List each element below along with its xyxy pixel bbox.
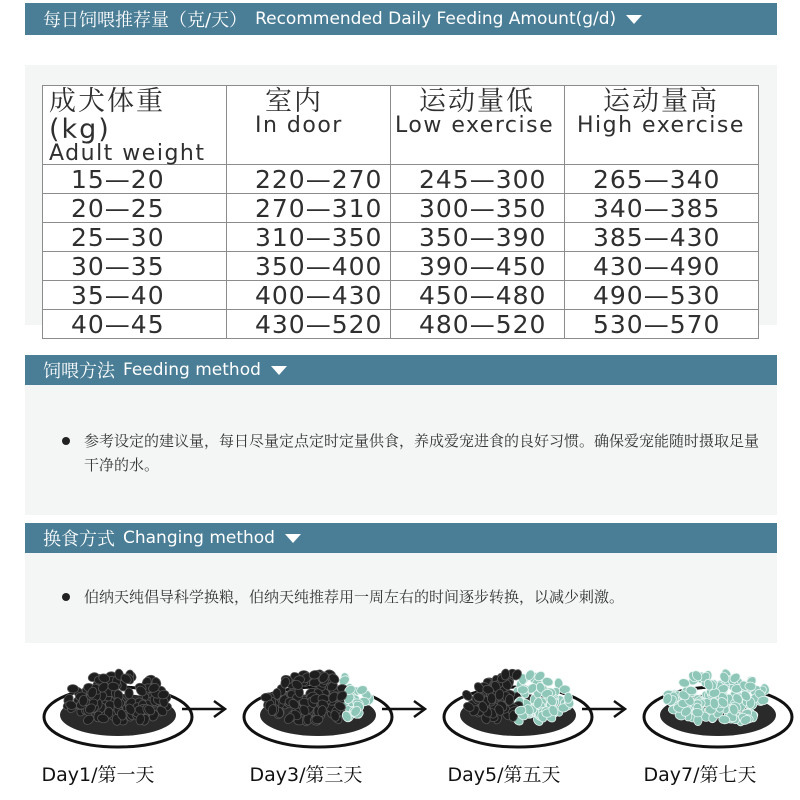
cell-low: 480—520 (391, 310, 565, 339)
stage-label-day3: Day3/第三天 (249, 764, 363, 786)
cell-indoor: 350—400 (227, 252, 391, 281)
food-bowl-day7 (638, 655, 798, 755)
cell-low: 350—390 (391, 223, 565, 252)
cell-indoor: 270—310 (227, 194, 391, 223)
changing-method-text: 伯纳天纯倡导科学换粮，伯纳天纯推荐用一周左右的时间逐步转换，以减少刺激。 (62, 585, 762, 609)
header-adult-weight: 成犬体重(kg) Adult weight (43, 86, 227, 165)
cell-weight: 35—40 (43, 281, 227, 310)
section-title-cn: 饲喂方法 (43, 361, 115, 382)
food-bowl-day5 (438, 655, 598, 755)
header-low-exercise: 运动量低 Low exercise (391, 86, 565, 165)
food-bowl-icon (438, 655, 598, 755)
cell-indoor: 220—270 (227, 165, 391, 194)
cell-indoor: 310—350 (227, 223, 391, 252)
cell-weight: 25—30 (43, 223, 227, 252)
section-title-en: Changing method (123, 528, 275, 548)
cell-high: 265—340 (565, 165, 759, 194)
food-bowl-icon (638, 655, 798, 755)
section-title-en: Feeding method (123, 360, 261, 380)
section-title-cn: 每日饲喂推荐量（克/天） (43, 10, 248, 31)
feeding-method-text: 参考设定的建议量，每日尽量定点定时定量供食，养成爱宠进食的良好习惯。确保爱宠能随时摄取足量干净的水。 (62, 429, 762, 477)
cell-low: 300—350 (391, 194, 565, 223)
section-banner-amount (25, 3, 777, 35)
cell-high: 430—490 (565, 252, 759, 281)
feeding-amount-table (42, 85, 759, 339)
cell-weight: 15—20 (43, 165, 227, 194)
food-bowl-day3 (238, 655, 398, 755)
cell-low: 245—300 (391, 165, 565, 194)
section-banner-changing-method (25, 523, 777, 553)
header-high-exercise: 运动量高 High exercise (565, 86, 759, 165)
cell-high: 385—430 (565, 223, 759, 252)
table-row (43, 310, 759, 339)
cell-high: 340—385 (565, 194, 759, 223)
triangle-down-icon (626, 15, 642, 24)
cell-indoor: 430—520 (227, 310, 391, 339)
cell-low: 390—450 (391, 252, 565, 281)
cell-high: 490—530 (565, 281, 759, 310)
right-arrow-icon (580, 698, 628, 720)
right-arrow-icon (180, 698, 228, 720)
food-bowl-icon (38, 655, 198, 755)
food-bowl-day1 (38, 655, 198, 755)
cell-weight: 40—45 (43, 310, 227, 339)
section-banner-feeding-method (25, 355, 777, 385)
table-row (43, 194, 759, 223)
table-row (43, 165, 759, 194)
table-row (43, 223, 759, 252)
section-title-en: Recommended Daily Feeding Amount(g/d) (255, 9, 617, 29)
stage-label-day1: Day1/第一天 (41, 764, 155, 786)
table-row (43, 252, 759, 281)
cell-low: 450—480 (391, 281, 565, 310)
bullet-dot-icon (62, 593, 70, 601)
cell-indoor: 400—430 (227, 281, 391, 310)
food-bowl-icon (238, 655, 398, 755)
triangle-down-icon (271, 366, 287, 375)
table-header-row (43, 86, 759, 165)
bullet-dot-icon (62, 437, 70, 445)
cell-weight: 30—35 (43, 252, 227, 281)
triangle-down-icon (285, 534, 301, 543)
right-arrow-icon (380, 698, 428, 720)
table-row (43, 281, 759, 310)
section-title-cn: 换食方式 (43, 529, 115, 550)
cell-high: 530—570 (565, 310, 759, 339)
header-indoor: 室内 In door (227, 86, 391, 165)
stage-label-day7: Day7/第七天 (643, 764, 757, 786)
stage-label-day5: Day5/第五天 (447, 764, 561, 786)
cell-weight: 20—25 (43, 194, 227, 223)
